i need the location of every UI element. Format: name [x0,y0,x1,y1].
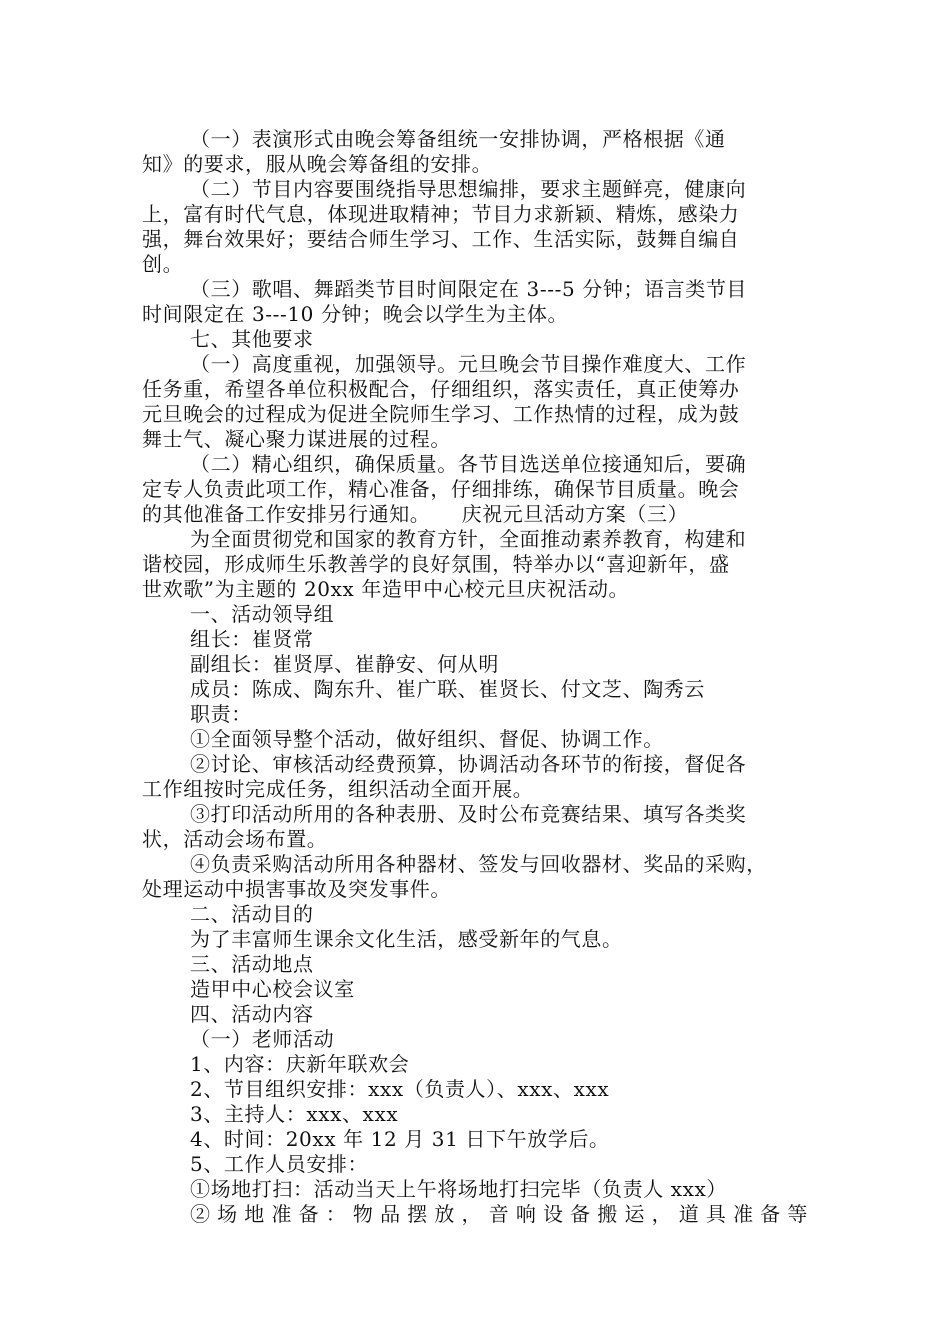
section-heading: 一、活动领导组 [190,602,335,626]
text-line: ④负责采购活动所用各种器材、签发与回收器材、奖品的采购， [190,852,767,876]
text-line: （二）节目内容要围绕指导思想编排，要求主题鲜亮，健康向 [190,177,747,201]
text-line: ②场地准备：物品摆放，音响设备搬运，道具准备等 [190,1202,808,1226]
text-line: 的其他准备工作安排另行通知。 庆祝元旦活动方案（三） [142,502,689,526]
text-line: 1、内容：庆新年联欢会 [190,1052,410,1076]
text-line: 上，富有时代气息，体现进取精神；节目力求新颖、精炼，感染力 [142,202,740,226]
text-line: 副组长：崔贤厚、崔静安、何从明 [190,652,499,676]
text-line: 2、节目组织安排：xxx（负责人）、xxx、xxx [190,1077,610,1101]
text-line: 强，舞台效果好；要结合师生学习、工作、生活实际，鼓舞自编自 [142,227,740,251]
section-heading: 七、其他要求 [190,327,314,351]
text-line: 谐校园，形成师生乐教善学的良好氛围，特举办以“喜迎新年，盛 [142,552,730,576]
text-line: 世欢歌”为主题的 20xx 年造甲中心校元旦庆祝活动。 [142,577,630,601]
text-line: 4、时间：20xx 年 12 月 31 日下午放学后。 [190,1127,610,1151]
text-line: 3、主持人：xxx、xxx [190,1102,399,1126]
text-line: 状，活动会场布置。 [142,827,328,851]
text-line: 创。 [142,252,184,276]
text-line: 舞士气、凝心聚力谋进展的过程。 [142,427,451,451]
text-line: ①场地打扫：活动当天上午将场地打扫完毕（负责人 xxx） [190,1177,727,1201]
text-line: ①全面领导整个活动，做好组织、督促、协调工作。 [190,727,664,751]
text-line: 造甲中心校会议室 [190,977,355,1001]
text-line: ③打印活动所用的各种表册、及时公布竞赛结果、填写各类奖 [190,802,747,826]
section-heading: 三、活动地点 [190,952,314,976]
text-line: 定专人负责此项工作，精心准备，仔细排练，确保节目质量。晚会 [142,477,740,501]
text-line: ②讨论、审核活动经费预算，协调活动各环节的衔接，督促各 [190,752,747,776]
text-line: 职责： [190,702,252,726]
text-line: 元旦晚会的过程成为促进全院师生学习、工作热情的过程，成为鼓 [142,402,740,426]
text-line: （三）歌唱、舞蹈类节目时间限定在 3---5 分钟；语言类节目 [190,277,748,301]
text-line: 5、工作人员安排： [190,1152,369,1176]
text-line: 处理运动中损害事故及突发事件。 [142,877,451,901]
section-heading: 四、活动内容 [190,1002,314,1026]
text-line: 为全面贯彻党和国家的教育方针，全面推动素养教育，构建和 [190,527,747,551]
text-line: （一）表演形式由晚会筹备组统一安排协调，严格根据《通 [190,127,726,151]
text-line: 时间限定在 3---10 分钟；晚会以学生为主体。 [142,302,569,326]
text-line: （二）精心组织，确保质量。各节目选送单位接通知后，要确 [190,452,747,476]
text-line: 工作组按时完成任务，组织活动全面开展。 [142,777,534,801]
text-line: 成员：陈成、陶东升、崔广联、崔贤长、付文芝、陶秀云 [190,677,705,701]
text-line: （一）高度重视，加强领导。元旦晚会节目操作难度大、工作 [190,352,747,376]
text-line: 知》的要求，服从晚会筹备组的安排。 [142,152,493,176]
section-heading: 二、活动目的 [190,902,314,926]
text-line: 任务重，希望各单位积极配合，仔细组织，落实责任，真正使筹办 [142,377,740,401]
text-line: 为了丰富师生课余文化生活，感受新年的气息。 [190,927,623,951]
text-line: 组长：崔贤常 [190,627,314,651]
text-line: （一）老师活动 [190,1027,335,1051]
